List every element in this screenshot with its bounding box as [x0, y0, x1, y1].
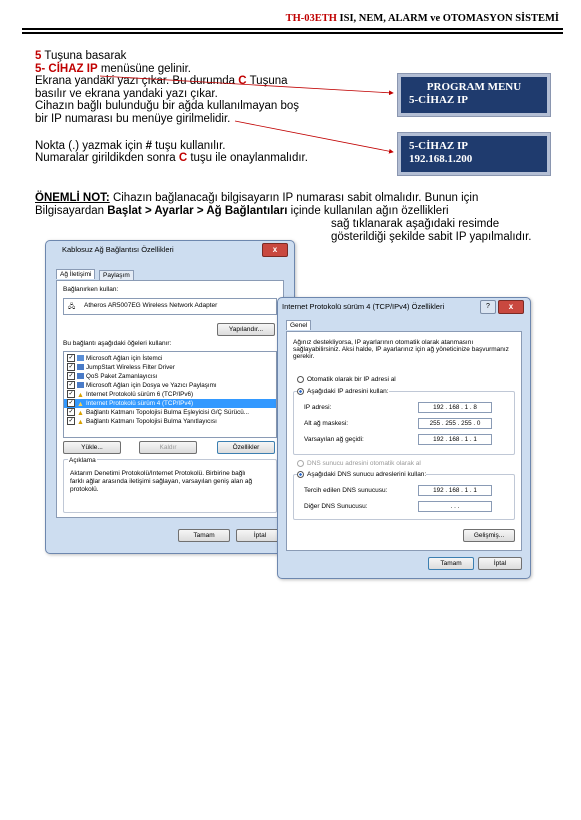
description-line-3: protokolü. — [70, 486, 99, 493]
item-label: Internet Protokolü sürüm 6 (TCP/IPv6) — [86, 391, 194, 398]
ip-address-label: IP adresi: — [304, 404, 332, 411]
subnet-mask-field[interactable]: 255 . 255 . 255 . 0 — [418, 418, 492, 429]
item-label: Microsoft Ağları için Dosya ve Yazıcı Paylaşımı — [86, 382, 217, 389]
help-icon[interactable]: ? — [480, 300, 496, 314]
manual-dns-option[interactable] — [297, 471, 426, 478]
note-line-3: sağ tıklanarak aşağıdaki resimde — [331, 218, 500, 230]
info-line-2: sağlayabilirsiniz. Aksi halde, IP ayarlarınız için ağ yöneticinize başvurmanız — [293, 346, 509, 353]
adapter-name: Atheros AR5007EG Wireless Network Adapter — [84, 302, 218, 309]
checkbox-checked-icon[interactable]: ✓ — [68, 391, 74, 398]
network-adapter-icon: 🖧 — [68, 303, 76, 310]
instruction-line-1: Tuşuna basarak — [41, 50, 127, 62]
instruction-line-2: menüsüne gelinir. — [97, 62, 191, 75]
description-line-2: farklı ağlar arasında iletişimi sağlayan, varsayılan geniş alan ağ — [70, 478, 253, 485]
auto-dns-option[interactable] — [297, 460, 421, 467]
cancel-button[interactable]: İptal — [478, 557, 522, 570]
description-title: Açıklama — [69, 457, 96, 464]
ok-button[interactable]: Tamam — [178, 529, 230, 542]
preferred-dns-label: Tercih edilen DNS sunucusu: — [304, 487, 388, 494]
close-icon[interactable]: x — [262, 243, 288, 257]
note-line-2a: Bilgisayardan — [35, 205, 108, 217]
note-line-4: gösterildiği şekilde sabit IP yapılmalıdır. — [331, 231, 532, 243]
key-c: C — [238, 75, 247, 88]
checkbox-checked-icon[interactable]: ✓ — [68, 400, 74, 407]
radio-off-icon[interactable] — [297, 376, 304, 383]
instruction-line-4: basılır ve ekrana yandaki yazı çıkar. — [35, 87, 218, 100]
ok-button[interactable]: Tamam — [428, 557, 474, 570]
list-item[interactable] — [64, 417, 276, 426]
manual-ip-label: Aşağıdaki IP adresini kullan: — [307, 388, 389, 396]
install-button[interactable]: Yükle... — [63, 441, 121, 454]
radio-on-icon[interactable] — [297, 388, 304, 395]
auto-ip-label: Otomatik olarak bir IP adresi al — [307, 376, 396, 384]
item-label: Bağlantı Katmanı Topolojisi Bulma Yanıtlayıcısı — [86, 418, 217, 425]
arrow-to-lcd1 — [100, 76, 393, 93]
arrow-to-lcd2 — [235, 121, 393, 152]
ip-address-field[interactable]: 192 . 168 . 1 . 8 — [418, 402, 492, 413]
info-line-1: Ağınız destekliyorsa, IP ayarlarının otomatik olarak atanmasını — [293, 339, 474, 346]
menu-name: 5- CİHAZ IP — [35, 62, 98, 75]
description-line-1: Aktarım Denetimi Protokolü/Internet Protokolü. Birbirine bağlı — [70, 470, 246, 477]
items-label: Bu bağlantı aşağıdaki öğeleri kullanır: — [63, 340, 172, 347]
list-item[interactable] — [64, 372, 276, 381]
checkbox-checked-icon[interactable]: ✓ — [68, 382, 74, 389]
checkbox-checked-icon[interactable]: ✓ — [68, 418, 74, 425]
items-list — [63, 351, 277, 438]
radio-disabled-icon[interactable] — [297, 460, 304, 467]
tab-general[interactable]: Genel — [286, 320, 311, 330]
important-note — [35, 192, 532, 244]
instruction-line-6: bir IP numarası bu menüye girilmelidir. — [35, 112, 231, 125]
auto-ip-option[interactable] — [297, 376, 396, 383]
info-line-3: gerekir. — [293, 353, 315, 360]
radio-on-icon[interactable] — [297, 471, 304, 478]
protocol-icon: ▲ — [77, 410, 84, 418]
lcd2-line1: 5-CİHAZ IP — [409, 140, 468, 152]
service-icon — [77, 382, 84, 388]
dialog1-title: Kablosuz Ağ Bağlantısı Özellikleri — [62, 245, 174, 254]
properties-button[interactable]: Özellikler — [217, 441, 275, 454]
instruction-line-7b: tuşu kullanılır. — [151, 139, 226, 152]
subnet-mask-label: Alt ağ maskesi: — [304, 420, 349, 427]
lcd1-line2: 5-CİHAZ IP — [409, 94, 468, 106]
cancel-button[interactable]: İptal — [236, 529, 284, 542]
service-icon — [77, 373, 84, 379]
description-group — [63, 459, 277, 513]
manual-dns-label: Aşağıdaki DNS sunucu adreslerini kullan: — [307, 471, 427, 479]
uninstall-button[interactable]: Kaldır — [139, 441, 197, 454]
gateway-field[interactable]: 192 . 168 . 1 . 1 — [418, 434, 492, 445]
alternate-dns-label: Diğer DNS Sunucusu: — [304, 503, 368, 510]
tab-networking[interactable]: Ağ İletişimi — [56, 269, 95, 279]
protocol-icon: ▲ — [77, 392, 84, 400]
client-icon — [77, 355, 84, 361]
key-number: 5 — [35, 50, 42, 62]
lcd2-line2: 192.168.1.200 — [409, 153, 473, 165]
list-item[interactable] — [64, 363, 276, 372]
manual-ip-option[interactable] — [297, 388, 389, 395]
configure-button[interactable]: Yapılandır... — [217, 323, 275, 336]
note-label: ÖNEMLİ NOT: — [35, 192, 110, 204]
checkbox-checked-icon[interactable]: ✓ — [68, 373, 74, 380]
instruction-line-8a: Numaralar girildikden sonra — [35, 152, 179, 165]
item-label: Internet Protokolü sürüm 4 (TCP/IPv4) — [86, 400, 194, 407]
item-label: Microsoft Ağları için İstemci — [86, 355, 163, 362]
list-item[interactable] — [64, 354, 276, 363]
list-item-selected[interactable] — [64, 399, 276, 408]
alternate-dns-field[interactable]: . . . — [418, 501, 492, 512]
item-label: JumpStart Wireless Filter Driver — [86, 364, 175, 371]
protocol-icon: ▲ — [77, 401, 84, 409]
auto-dns-label: DNS sunucu adresini otomatik olarak al — [307, 460, 421, 468]
adapter-box — [63, 298, 277, 315]
dialog2-panel — [286, 331, 522, 551]
connect-using-label: Bağlanırken kullan: — [63, 286, 119, 293]
dialog1-panel — [56, 280, 284, 518]
key-hash: # — [145, 139, 152, 152]
note-path: Başlat > Ayarlar > Ağ Bağlantıları — [107, 205, 288, 217]
instruction-line-5: Cihazın bağlı bulunduğu bir ağda kullanılmayan boş — [35, 100, 300, 113]
instruction-line-3b: Tuşuna — [246, 75, 288, 88]
checkbox-checked-icon[interactable]: ✓ — [68, 409, 74, 416]
protocol-icon: ▲ — [77, 419, 84, 427]
lcd1-line1: PROGRAM MENU — [426, 81, 522, 93]
list-item[interactable] — [64, 381, 276, 390]
instruction-line-7a: Nokta (.) yazmak için — [35, 139, 146, 152]
preferred-dns-field[interactable]: 192 . 168 . 1 . 1 — [418, 485, 492, 496]
wireless-properties-dialog — [45, 240, 295, 554]
gateway-label: Varsayılan ağ geçidi: — [304, 436, 364, 443]
tab-sharing[interactable]: Paylaşım — [99, 270, 134, 280]
ip-group — [293, 388, 515, 455]
note-line-1: Cihazın bağlanacağı bilgisayarın IP numarası sabit olmalıdır. Bunun için — [109, 192, 479, 204]
instruction-line-8b: tuşu ile onaylanmalıdır. — [187, 152, 308, 165]
header-title-rest: ISI, NEM, ALARM ve OTOMASYON SİSTEMİ — [336, 13, 559, 24]
item-label: QoS Paket Zamanlayıcısı — [86, 373, 158, 380]
dns-group — [293, 471, 515, 520]
item-label: Bağlantı Katmanı Topolojisi Bulma Eşleyicisi G/Ç Sürücü... — [86, 409, 249, 416]
note-line-2c: içinde kullanılan ağın özellikleri — [287, 205, 449, 217]
lcd-display-device-ip — [398, 133, 550, 175]
list-item[interactable] — [64, 408, 276, 417]
key-c-2: C — [178, 152, 188, 165]
list-item[interactable] — [64, 390, 276, 399]
checkbox-checked-icon[interactable]: ✓ — [68, 364, 74, 371]
close-icon[interactable]: x — [498, 300, 524, 314]
ipv4-properties-dialog — [277, 297, 531, 579]
checkbox-checked-icon[interactable]: ✓ — [68, 355, 74, 362]
service-icon — [77, 364, 84, 370]
dialog2-title: Internet Protokolü sürüm 4 (TCP/IPv4) Özellikleri — [282, 302, 445, 311]
header-code: TH-03ETH — [285, 13, 337, 24]
lcd-display-program-menu — [398, 74, 550, 116]
advanced-button[interactable]: Gelişmiş... — [463, 529, 515, 542]
instruction-line-3a: Ekrana yandaki yazı çıkar. Bu durumda — [35, 75, 239, 88]
